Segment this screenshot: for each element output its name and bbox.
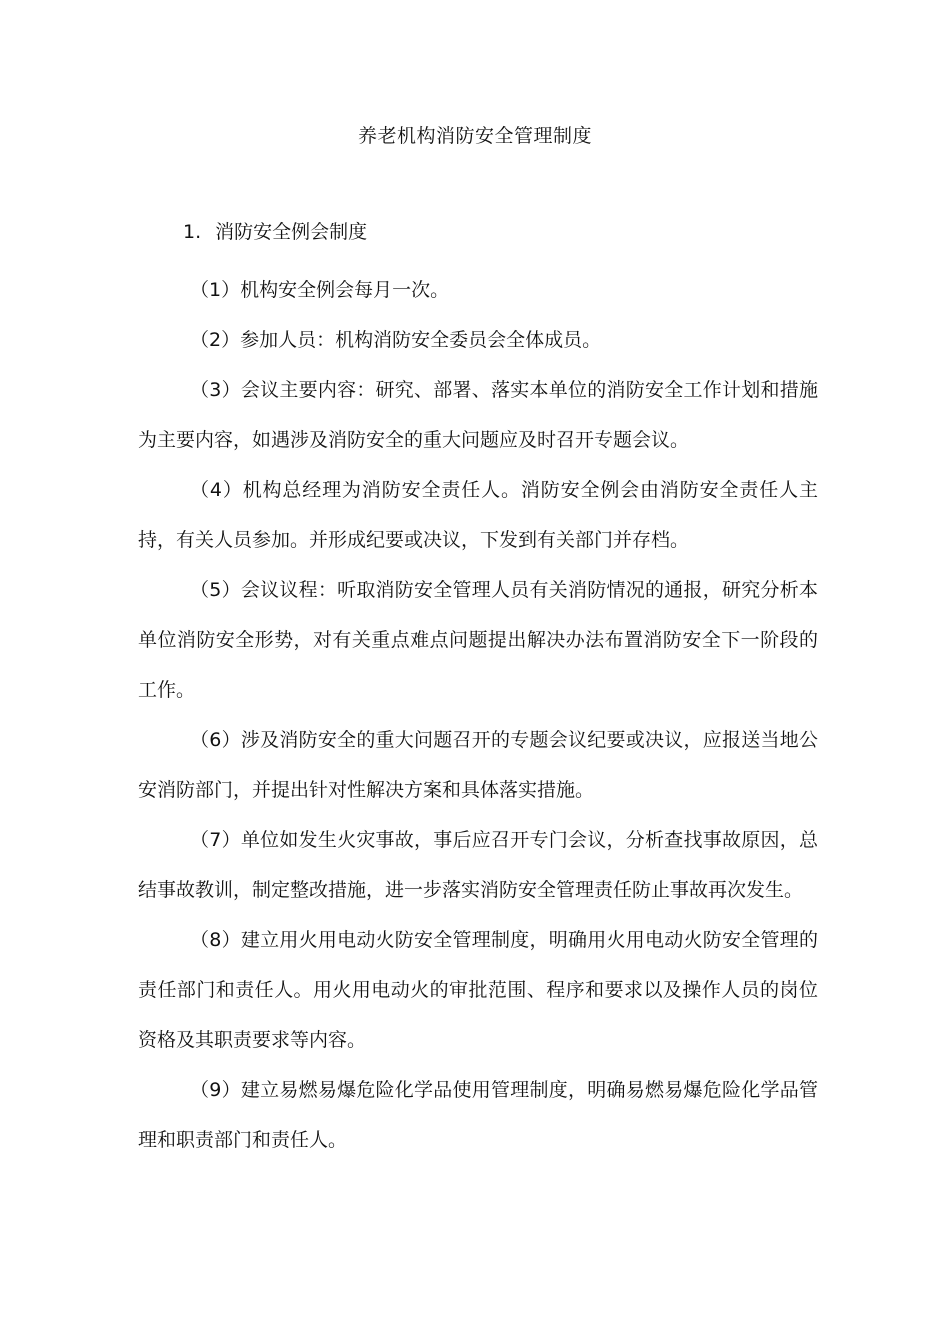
- section-number: 1.: [183, 221, 202, 243]
- paragraph: （9）建立易燃易爆危险化学品使用管理制度，明确易燃易爆危险化学品管理和职责部门和责任人。: [138, 1079, 818, 1151]
- section-heading: [183, 218, 367, 246]
- document-body: [138, 265, 818, 1165]
- paragraph: （7）单位如发生火灾事故，事后应召开专门会议，分析查找事故原因，总结事故教训，制定整改措施，进一步落实消防安全管理责任防止事故再次发生。: [138, 829, 818, 901]
- paragraph: （3）会议主要内容：研究、部署、落实本单位的消防安全工作计划和措施为主要内容，如遇涉及消防安全的重大问题应及时召开专题会议。: [138, 379, 818, 451]
- paragraph: （6）涉及消防安全的重大问题召开的专题会议纪要或决议，应报送当地公安消防部门，并提出针对性解决方案和具体落实措施。: [138, 729, 818, 801]
- paragraph: （8）建立用火用电动火防安全管理制度，明确用火用电动火防安全管理的责任部门和责任人。用火用电动火的审批范围、程序和要求以及操作人员的岗位资格及其职责要求等内容。: [138, 929, 818, 1051]
- paragraph: （2）参加人员：机构消防安全委员会全体成员。: [190, 329, 602, 351]
- section-heading-text: 消防安全例会制度: [215, 221, 368, 243]
- paragraph: （1）机构安全例会每月一次。: [190, 279, 450, 301]
- paragraph: （4）机构总经理为消防安全责任人。消防安全例会由消防安全责任人主持，有关人员参加。并形成纪要或决议，下发到有关部门并存档。: [138, 479, 818, 551]
- paragraph: （5）会议议程：听取消防安全管理人员有关消防情况的通报，研究分析本单位消防安全形势，对有关重点难点问题提出解决办法布置消防安全下一阶段的工作。: [138, 579, 818, 701]
- document-title: 养老机构消防安全管理制度: [357, 125, 592, 147]
